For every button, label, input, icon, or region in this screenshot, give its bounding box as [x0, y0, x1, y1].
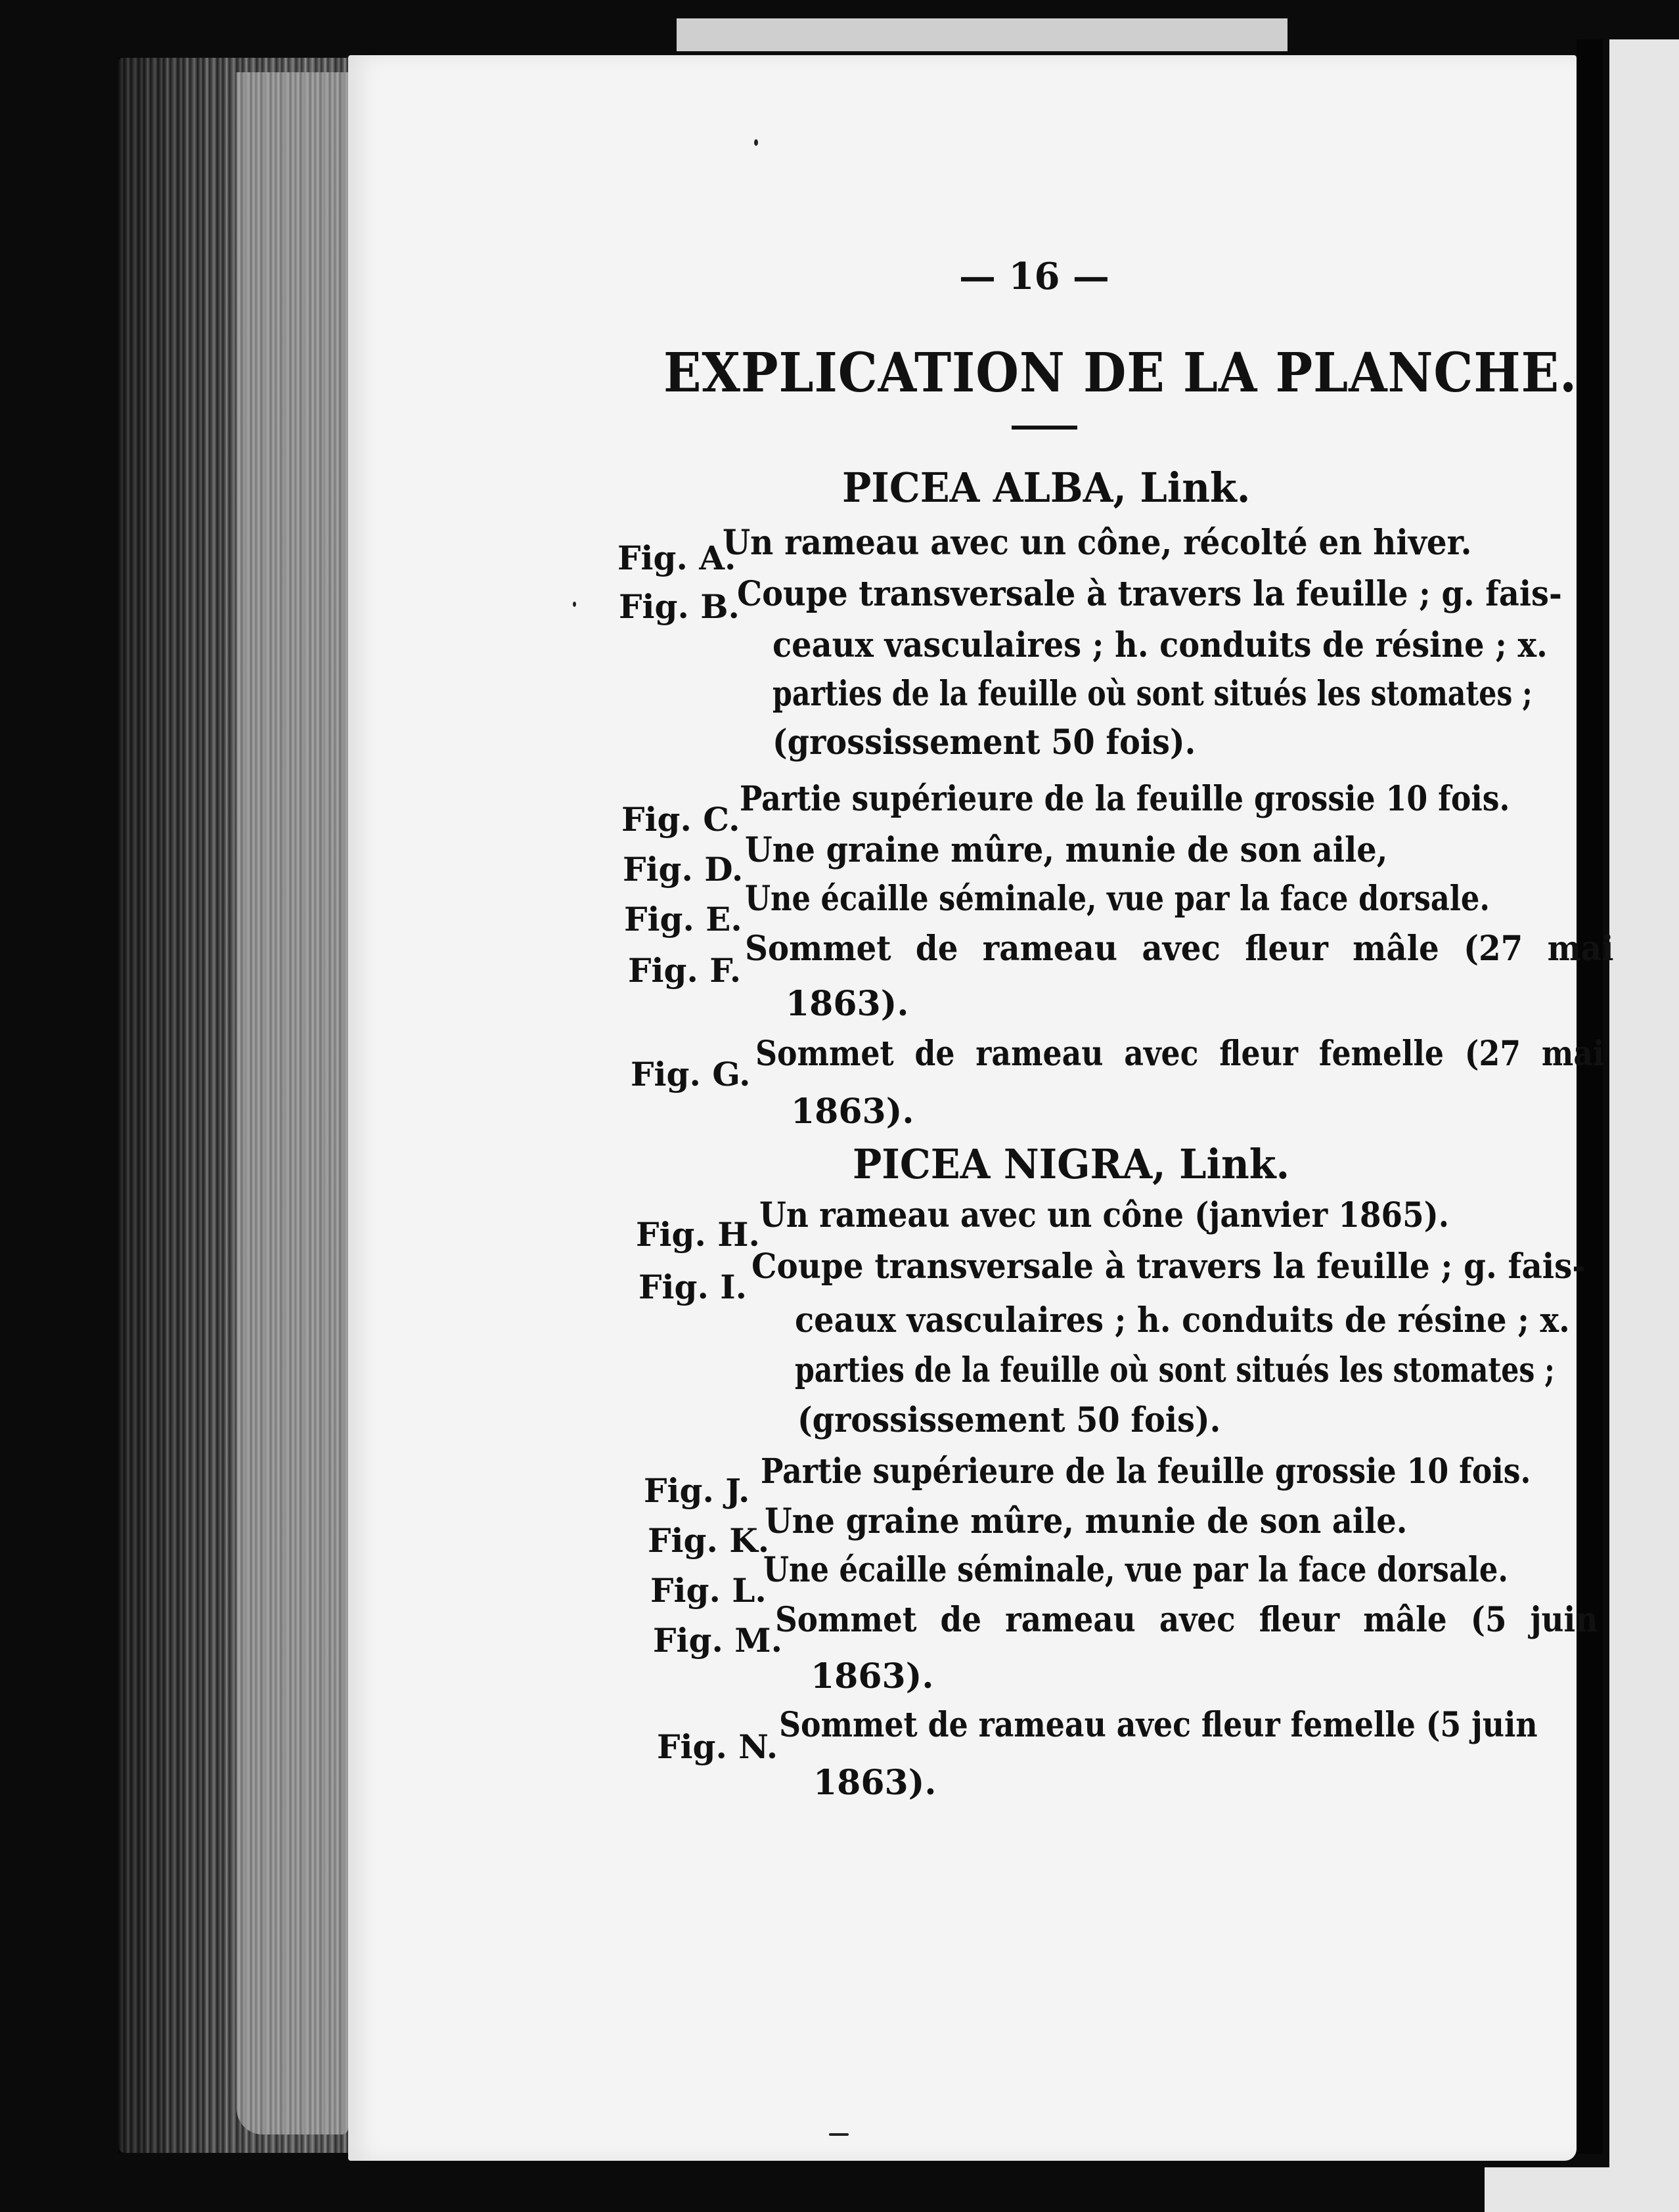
book-page-edges-light [236, 72, 348, 2135]
figure-label: Fig. M. [653, 1621, 783, 1660]
figure-label: Fig. B. [619, 587, 740, 626]
section-heading-picea-alba: PICEA ALBA, Link. [842, 464, 1251, 512]
figure-caption-line: 1863). [813, 1763, 937, 1803]
top-page-strip [677, 18, 1287, 51]
figure-caption-line: 1863). [786, 984, 909, 1024]
figure-caption-line: Sommet de rameau avec fleur femelle (27 mai [755, 1034, 1605, 1074]
right-binding-shadow [1577, 39, 1603, 2154]
figure-caption-line: 1863). [791, 1092, 914, 1132]
figure-caption-line: Coupe transversale à travers la feuille ; g. fais- [751, 1247, 1586, 1287]
figure-label: Fig. K. [648, 1521, 770, 1560]
ink-speck [754, 139, 758, 146]
figure-caption-line: Partie supérieure de la feuille grossie 10 fois. [740, 779, 1510, 819]
ink-speck [573, 602, 576, 607]
figure-caption-line: Une graine mûre, munie de son aile, [745, 830, 1388, 870]
figure-caption-line: Une écaille séminale, vue par la face dorsale. [763, 1550, 1508, 1590]
page-title: EXPLICATION DE LA PLANCHE. [663, 342, 1578, 405]
figure-caption-line: Partie supérieure de la feuille grossie 10 fois. [761, 1451, 1531, 1492]
figure-caption-line: Un rameau avec un cône (janvier 1865). [759, 1195, 1450, 1235]
figure-label: Fig. E. [624, 900, 742, 939]
bottom-margin-band [1485, 2167, 1679, 2212]
figure-caption-line: Sommet de rameau avec fleur mâle (27 mai [745, 929, 1614, 969]
right-margin-band [1609, 39, 1679, 2174]
figure-label: Fig. H. [636, 1215, 760, 1254]
figure-caption-line: ceaux vasculaires ; h. conduits de résine ; x. [772, 625, 1548, 665]
figure-caption-line: 1863). [811, 1656, 934, 1696]
figure-label: Fig. C. [621, 800, 740, 839]
figure-caption-line: (grossissement 50 fois). [772, 722, 1196, 763]
figure-caption-line: Sommet de rameau avec fleur mâle (5 juin [775, 1600, 1598, 1640]
figure-caption-line: Une graine mûre, munie de son aile. [765, 1501, 1408, 1541]
figure-caption-line: parties de la feuille où sont situés les stomates ; [795, 1350, 1555, 1390]
figure-caption-line: parties de la feuille où sont situés les stomates ; [772, 674, 1533, 714]
figure-label: Fig. F. [628, 951, 742, 990]
figure-caption-line: Une écaille séminale, vue par la face dorsale. [745, 879, 1490, 919]
section-heading-picea-nigra: PICEA NIGRA, Link. [853, 1140, 1290, 1188]
figure-caption-line: Coupe transversale à travers la feuille ; g. fais- [737, 574, 1562, 614]
figure-label: Fig. J. [644, 1471, 750, 1510]
title-rule [1012, 426, 1077, 430]
figure-label: Fig. N. [657, 1727, 778, 1766]
figure-caption-line: Sommet de rameau avec fleur femelle (5 juin [779, 1705, 1538, 1745]
figure-caption-line: (grossissement 50 fois). [797, 1400, 1221, 1440]
figure-label: Fig. L. [650, 1571, 767, 1610]
figure-label: Fig. G. [631, 1055, 751, 1094]
figure-caption-line: ceaux vasculaires ; h. conduits de résine ; x. [795, 1300, 1570, 1340]
page-number: — 16 — [959, 255, 1109, 298]
figure-caption-line: Un rameau avec un cône, récolté en hiver. [723, 523, 1472, 563]
figure-label: Fig. D. [623, 850, 744, 889]
ink-speck [829, 2133, 849, 2136]
figure-label: Fig. A. [617, 539, 736, 577]
figure-label: Fig. I. [638, 1268, 748, 1306]
